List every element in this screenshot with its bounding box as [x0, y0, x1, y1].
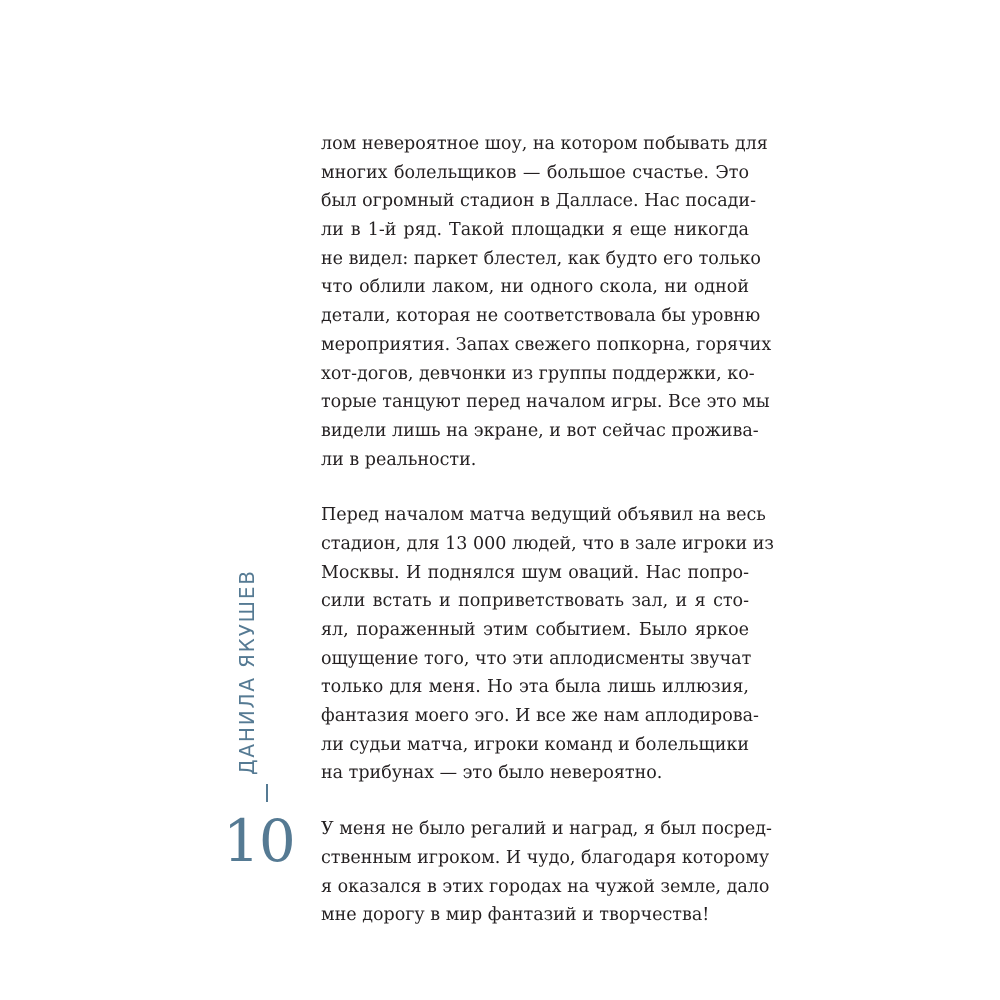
text-line: хот-догов, девчонки из группы поддержки, ко- — [321, 363, 755, 384]
text-line: мне дорогу в мир фантазий и творчества! — [321, 905, 710, 926]
page-body-text — [321, 130, 774, 930]
text-line: ощущение того, что эти аплодисменты звучат — [321, 648, 752, 669]
text-line: торые танцуют перед началом игры. Все это мы — [321, 392, 770, 413]
page-number: 10 — [223, 807, 295, 875]
paragraph-3 — [321, 815, 772, 930]
text-line: видели лишь на экране, и вот сейчас прожива- — [321, 420, 759, 441]
paragraph-2 — [321, 501, 774, 788]
paragraph-1 — [321, 130, 772, 474]
text-line: я оказался в этих городах на чужой земле, дало — [321, 876, 770, 897]
text-line: стадион, для 13 000 людей, что в зале игроки из — [321, 533, 774, 554]
text-line: У меня не было регалий и наград, я был посред- — [321, 819, 772, 840]
text-line: ял, пораженный этим событием. Было яркое — [321, 620, 749, 640]
text-line: Москвы. И поднялся шум оваций. Нас попро- — [321, 562, 749, 583]
text-line: лом невероятное шоу, на котором побывать для — [321, 134, 768, 154]
text-line: детали, которая не соответствовала бы уровню — [321, 306, 761, 327]
text-line: фантазия моего эго. И все же нам аплодирова- — [321, 706, 759, 727]
text-line: ли в реальности. — [321, 449, 477, 470]
text-line: что облили лаком, ни одного скола, ни одной — [321, 277, 749, 298]
text-line: был огромный стадион в Далласе. Нас посади- — [321, 191, 757, 212]
text-line: не видел: паркет блестел, как будто его только — [321, 248, 761, 269]
text-line: ли судьи матча, игроки команд и болельщики — [321, 734, 750, 755]
text-line: ли в 1-й ряд. Такой площадки я еще никогда — [321, 220, 749, 241]
text-line: на трибунах — это было невероятно. — [321, 763, 663, 784]
folio-divider — [266, 784, 268, 802]
text-line: многих болельщиков — большое счастье. Это — [321, 162, 749, 183]
text-line: сили встать и поприветствовать зал, и я сто- — [321, 591, 749, 612]
text-line: ственным игроком. И чудо, благодаря которому — [321, 847, 770, 868]
text-line: только для меня. Но эта была лишь иллюзия, — [321, 677, 749, 698]
author-running-head: ДАНИЛА ЯКУШЕВ — [235, 569, 259, 775]
text-line: мероприятия. Запах свежего попкорна, горячих — [321, 334, 772, 355]
text-line: Перед началом матча ведущий объявил на весь — [321, 505, 766, 526]
